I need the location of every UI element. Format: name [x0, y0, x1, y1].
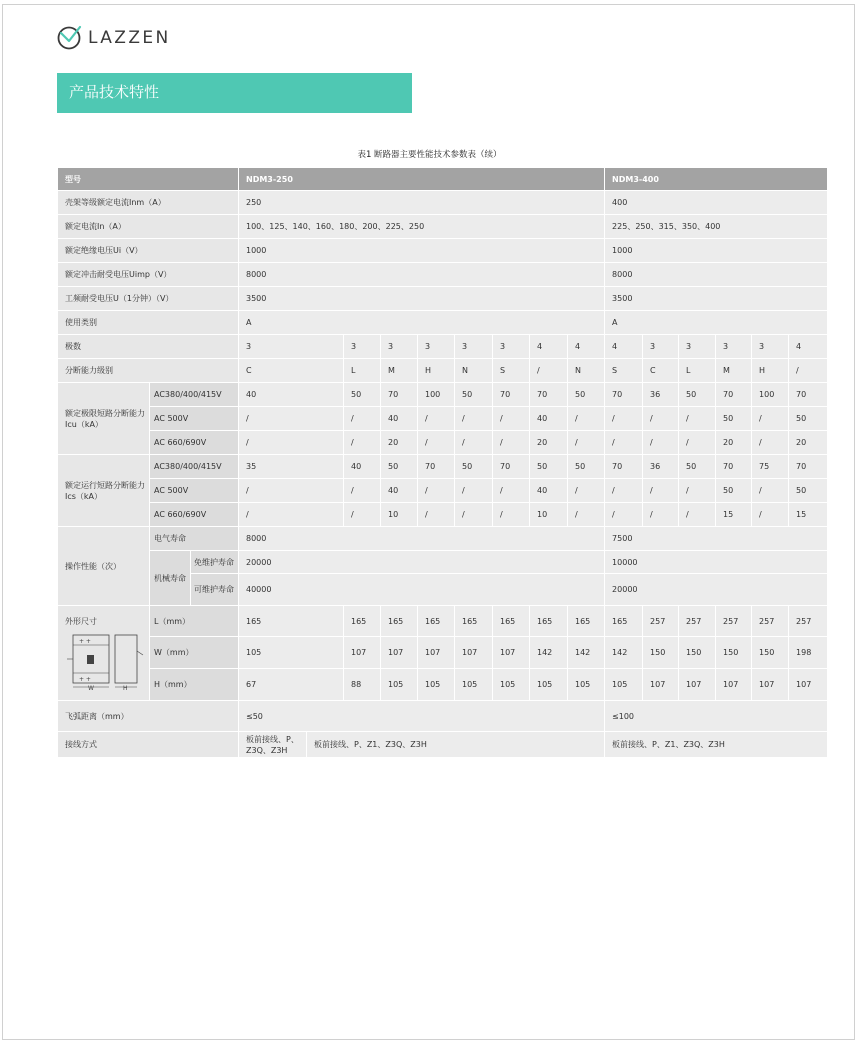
value-cell: 257: [679, 606, 716, 637]
value-cell: 165: [239, 606, 344, 637]
value-cell: /: [455, 479, 493, 503]
value-cell: 3: [493, 335, 530, 359]
value-cell: S: [605, 359, 643, 383]
value-cell: 70: [381, 383, 418, 407]
value-cell: /: [679, 479, 716, 503]
brand-name: LAZZEN: [88, 28, 171, 48]
wiring-row: [58, 732, 828, 758]
value-cell: 70: [493, 455, 530, 479]
value-cell: 150: [643, 637, 679, 669]
value-cell: /: [605, 479, 643, 503]
voltage-label: AC 500V: [150, 407, 239, 431]
row-label: 接线方式: [58, 732, 239, 758]
value-cell: 3: [418, 335, 455, 359]
voltage-label: AC 660/690V: [150, 431, 239, 455]
value-cell: /: [679, 503, 716, 527]
value-cell: /: [643, 503, 679, 527]
value-cell: /: [455, 431, 493, 455]
value-cell: 165: [493, 606, 530, 637]
icu-row: [58, 431, 828, 455]
dimension-label: L（mm）: [150, 606, 239, 637]
value-cell: /: [789, 359, 828, 383]
voltage-label: AC380/400/415V: [150, 455, 239, 479]
maintenance-free-label: 免维护寿命: [191, 551, 239, 574]
value-cell: 70: [605, 455, 643, 479]
poles-row: [58, 335, 828, 359]
value-ndm3-400: A: [605, 311, 828, 335]
value-cell: /: [568, 431, 605, 455]
value-cell: 3: [752, 335, 789, 359]
value-ndm3-250: 250: [239, 191, 605, 215]
value-ndm3-250: A: [239, 311, 605, 335]
value-cell: 165: [455, 606, 493, 637]
value-cell: /: [530, 359, 568, 383]
value-cell: 107: [418, 637, 455, 669]
value-cell: 165: [568, 606, 605, 637]
value-cell: /: [679, 431, 716, 455]
value-cell: 70: [605, 383, 643, 407]
value-cell: 50: [716, 407, 752, 431]
value-cell: 3: [381, 335, 418, 359]
value-ndm3-250: 8000: [239, 263, 605, 287]
value-cell: 50: [568, 455, 605, 479]
arc-distance-ndm3-250: ≤50: [239, 701, 605, 732]
value-cell: /: [239, 431, 344, 455]
value-cell: /: [493, 431, 530, 455]
value-cell: 107: [716, 669, 752, 701]
value-cell: /: [643, 479, 679, 503]
value-cell: 70: [493, 383, 530, 407]
value-cell: 20: [381, 431, 418, 455]
value-cell: 4: [605, 335, 643, 359]
dimensions-label: 外形尺寸: [65, 617, 97, 626]
value-cell: 36: [643, 383, 679, 407]
value-cell: 150: [752, 637, 789, 669]
value-cell: 20: [530, 431, 568, 455]
impulse-voltage-row: [58, 263, 828, 287]
value-cell: 70: [716, 455, 752, 479]
value-cell: /: [344, 503, 381, 527]
value-cell: C: [239, 359, 344, 383]
value-cell: 50: [568, 383, 605, 407]
value-cell: S: [493, 359, 530, 383]
value-cell: 10: [381, 503, 418, 527]
value-cell: /: [752, 407, 789, 431]
ics-row: [58, 455, 828, 479]
value-cell: 257: [789, 606, 828, 637]
value-cell: /: [605, 431, 643, 455]
value-cell: 142: [605, 637, 643, 669]
value-cell: 198: [789, 637, 828, 669]
svg-text:+ +: + +: [79, 638, 91, 645]
wiring-ndm3-250-first: 板前接线、P、Z3Q、Z3H: [239, 732, 307, 758]
value-cell: /: [568, 503, 605, 527]
maintainable-ndm3-250: 40000: [239, 574, 605, 606]
dimensions-cell: [58, 606, 150, 701]
row-label: 壳架等级额定电流Inm（A）: [58, 191, 239, 215]
value-cell: 165: [530, 606, 568, 637]
value-ndm3-250: 1000: [239, 239, 605, 263]
section-title-banner: 产品技术特性: [57, 73, 412, 113]
value-cell: /: [752, 431, 789, 455]
header-ndm3-250: NDM3-250: [239, 168, 605, 191]
arc-distance-row: [58, 701, 828, 732]
value-cell: L: [344, 359, 381, 383]
value-cell: 105: [530, 669, 568, 701]
value-ndm3-400: 8000: [605, 263, 828, 287]
value-ndm3-250: 3500: [239, 287, 605, 311]
value-cell: 67: [239, 669, 344, 701]
value-cell: /: [455, 407, 493, 431]
value-cell: 15: [789, 503, 828, 527]
value-cell: /: [643, 431, 679, 455]
breaker-outline-drawing: [65, 633, 145, 691]
value-cell: 150: [679, 637, 716, 669]
value-cell: 257: [752, 606, 789, 637]
value-cell: 70: [789, 455, 828, 479]
value-cell: /: [679, 407, 716, 431]
value-cell: 107: [493, 637, 530, 669]
value-cell: 50: [455, 383, 493, 407]
value-cell: N: [455, 359, 493, 383]
value-cell: 50: [344, 383, 381, 407]
row-label: 飞弧距离（mm）: [58, 701, 239, 732]
icu-row: [58, 407, 828, 431]
operation-label: 操作性能（次）: [58, 527, 150, 606]
value-cell: 142: [568, 637, 605, 669]
dimension-label: W（mm）: [150, 637, 239, 669]
row-label: 分断能力级别: [58, 359, 239, 383]
value-cell: /: [752, 479, 789, 503]
value-cell: 50: [530, 455, 568, 479]
value-cell: 107: [381, 637, 418, 669]
value-cell: 20: [716, 431, 752, 455]
value-cell: 15: [716, 503, 752, 527]
dimension-row: [58, 669, 828, 701]
value-cell: 50: [381, 455, 418, 479]
value-cell: 70: [530, 383, 568, 407]
value-cell: 165: [605, 606, 643, 637]
value-cell: /: [752, 503, 789, 527]
electrical-life-label: 电气寿命: [150, 527, 239, 551]
value-cell: 36: [643, 455, 679, 479]
dimension-row: [58, 606, 828, 637]
value-cell: 70: [789, 383, 828, 407]
value-cell: 165: [344, 606, 381, 637]
value-cell: 4: [789, 335, 828, 359]
value-cell: /: [568, 479, 605, 503]
icu-label: 额定极限短路分断能力Icu（kA）: [58, 383, 150, 455]
value-cell: 165: [418, 606, 455, 637]
ics-row: [58, 503, 828, 527]
power-frequency-row: [58, 287, 828, 311]
maintainable-label: 可维护寿命: [191, 574, 239, 606]
value-cell: /: [455, 503, 493, 527]
value-cell: 105: [493, 669, 530, 701]
svg-text:+ +: + +: [79, 676, 91, 683]
row-label: 工频耐受电压U（1分钟）（V）: [58, 287, 239, 311]
value-cell: /: [239, 479, 344, 503]
frame-current-row: [58, 191, 828, 215]
value-cell: 40: [381, 407, 418, 431]
value-cell: M: [381, 359, 418, 383]
value-cell: 40: [530, 407, 568, 431]
value-cell: 107: [679, 669, 716, 701]
dimension-row: [58, 637, 828, 669]
value-cell: /: [418, 407, 455, 431]
height-dimension-label: H: [123, 685, 128, 691]
header-model-label: 型号: [58, 168, 239, 191]
value-cell: 105: [568, 669, 605, 701]
wiring-ndm3-250-rest: 板前接线、P、Z1、Z3Q、Z3H: [307, 732, 605, 758]
arc-distance-ndm3-400: ≤100: [605, 701, 828, 732]
value-cell: /: [344, 407, 381, 431]
value-cell: H: [752, 359, 789, 383]
value-ndm3-250: 100、125、140、160、180、200、225、250: [239, 215, 605, 239]
value-cell: 100: [418, 383, 455, 407]
row-label: 极数: [58, 335, 239, 359]
mechanical-life-label: 机械寿命: [150, 551, 191, 606]
value-cell: /: [493, 479, 530, 503]
value-cell: 4: [530, 335, 568, 359]
value-cell: 4: [568, 335, 605, 359]
maintenance-free-row: [58, 551, 828, 574]
utilization-category-row: [58, 311, 828, 335]
value-cell: /: [493, 503, 530, 527]
value-cell: 105: [239, 637, 344, 669]
value-cell: C: [643, 359, 679, 383]
value-cell: 142: [530, 637, 568, 669]
value-cell: 3: [455, 335, 493, 359]
value-ndm3-400: 3500: [605, 287, 828, 311]
brand-logo: [56, 25, 171, 51]
value-cell: /: [493, 407, 530, 431]
value-cell: 257: [716, 606, 752, 637]
value-cell: /: [239, 503, 344, 527]
value-cell: 3: [344, 335, 381, 359]
row-label: 额定绝缘电压Ui（V）: [58, 239, 239, 263]
value-cell: 75: [752, 455, 789, 479]
value-cell: 40: [239, 383, 344, 407]
maintenance-free-ndm3-400: 10000: [605, 551, 828, 574]
value-cell: 257: [643, 606, 679, 637]
value-cell: 107: [789, 669, 828, 701]
value-cell: /: [344, 431, 381, 455]
value-ndm3-400: 225、250、315、350、400: [605, 215, 828, 239]
value-cell: 88: [344, 669, 381, 701]
value-cell: 107: [344, 637, 381, 669]
value-cell: 3: [643, 335, 679, 359]
row-label: 额定冲击耐受电压Uimp（V）: [58, 263, 239, 287]
value-cell: 50: [679, 455, 716, 479]
value-cell: /: [605, 503, 643, 527]
value-cell: 107: [643, 669, 679, 701]
value-cell: 3: [679, 335, 716, 359]
electrical-life-ndm3-400: 7500: [605, 527, 828, 551]
value-cell: /: [418, 479, 455, 503]
value-cell: /: [605, 407, 643, 431]
value-cell: /: [643, 407, 679, 431]
value-cell: 40: [530, 479, 568, 503]
value-cell: /: [344, 479, 381, 503]
value-cell: 107: [455, 637, 493, 669]
value-cell: 3: [716, 335, 752, 359]
value-cell: 50: [789, 407, 828, 431]
table-caption: 表1 断路器主要性能技术参数表（续）: [357, 150, 502, 160]
value-cell: 70: [716, 383, 752, 407]
breaking-level-row: [58, 359, 828, 383]
value-cell: /: [239, 407, 344, 431]
width-dimension-label: W: [88, 685, 94, 691]
row-label: 使用类别: [58, 311, 239, 335]
value-cell: N: [568, 359, 605, 383]
value-cell: 50: [789, 479, 828, 503]
value-cell: 40: [344, 455, 381, 479]
insulation-voltage-row: [58, 239, 828, 263]
header-ndm3-400: NDM3-400: [605, 168, 828, 191]
dimension-label: H（mm）: [150, 669, 239, 701]
value-cell: H: [418, 359, 455, 383]
spec-table: [57, 167, 828, 758]
value-cell: 100: [752, 383, 789, 407]
lazzen-logo-icon: [56, 25, 82, 51]
value-cell: /: [418, 431, 455, 455]
value-cell: 165: [381, 606, 418, 637]
row-label: 额定电流In（A）: [58, 215, 239, 239]
value-cell: 10: [530, 503, 568, 527]
value-cell: /: [418, 503, 455, 527]
voltage-label: AC 660/690V: [150, 503, 239, 527]
value-cell: M: [716, 359, 752, 383]
value-cell: 105: [381, 669, 418, 701]
value-cell: 40: [381, 479, 418, 503]
value-cell: 105: [455, 669, 493, 701]
ics-row: [58, 479, 828, 503]
voltage-label: AC380/400/415V: [150, 383, 239, 407]
value-cell: L: [679, 359, 716, 383]
ics-label: 额定运行短路分断能力Ics（kA）: [58, 455, 150, 527]
value-cell: 50: [455, 455, 493, 479]
electrical-life-ndm3-250: 8000: [239, 527, 605, 551]
value-cell: 70: [418, 455, 455, 479]
value-ndm3-400: 1000: [605, 239, 828, 263]
rated-current-row: [58, 215, 828, 239]
value-cell: 35: [239, 455, 344, 479]
value-cell: 20: [789, 431, 828, 455]
electrical-life-row: [58, 527, 828, 551]
value-cell: 3: [239, 335, 344, 359]
value-cell: /: [568, 407, 605, 431]
voltage-label: AC 500V: [150, 479, 239, 503]
value-cell: 105: [605, 669, 643, 701]
maintainable-ndm3-400: 20000: [605, 574, 828, 606]
icu-row: [58, 383, 828, 407]
value-ndm3-400: 400: [605, 191, 828, 215]
value-cell: 50: [716, 479, 752, 503]
value-cell: 150: [716, 637, 752, 669]
value-cell: 107: [752, 669, 789, 701]
maintenance-free-ndm3-250: 20000: [239, 551, 605, 574]
header-row: [58, 168, 828, 191]
value-cell: 105: [418, 669, 455, 701]
wiring-ndm3-400: 板前接线、P、Z1、Z3Q、Z3H: [605, 732, 828, 758]
value-cell: 50: [679, 383, 716, 407]
